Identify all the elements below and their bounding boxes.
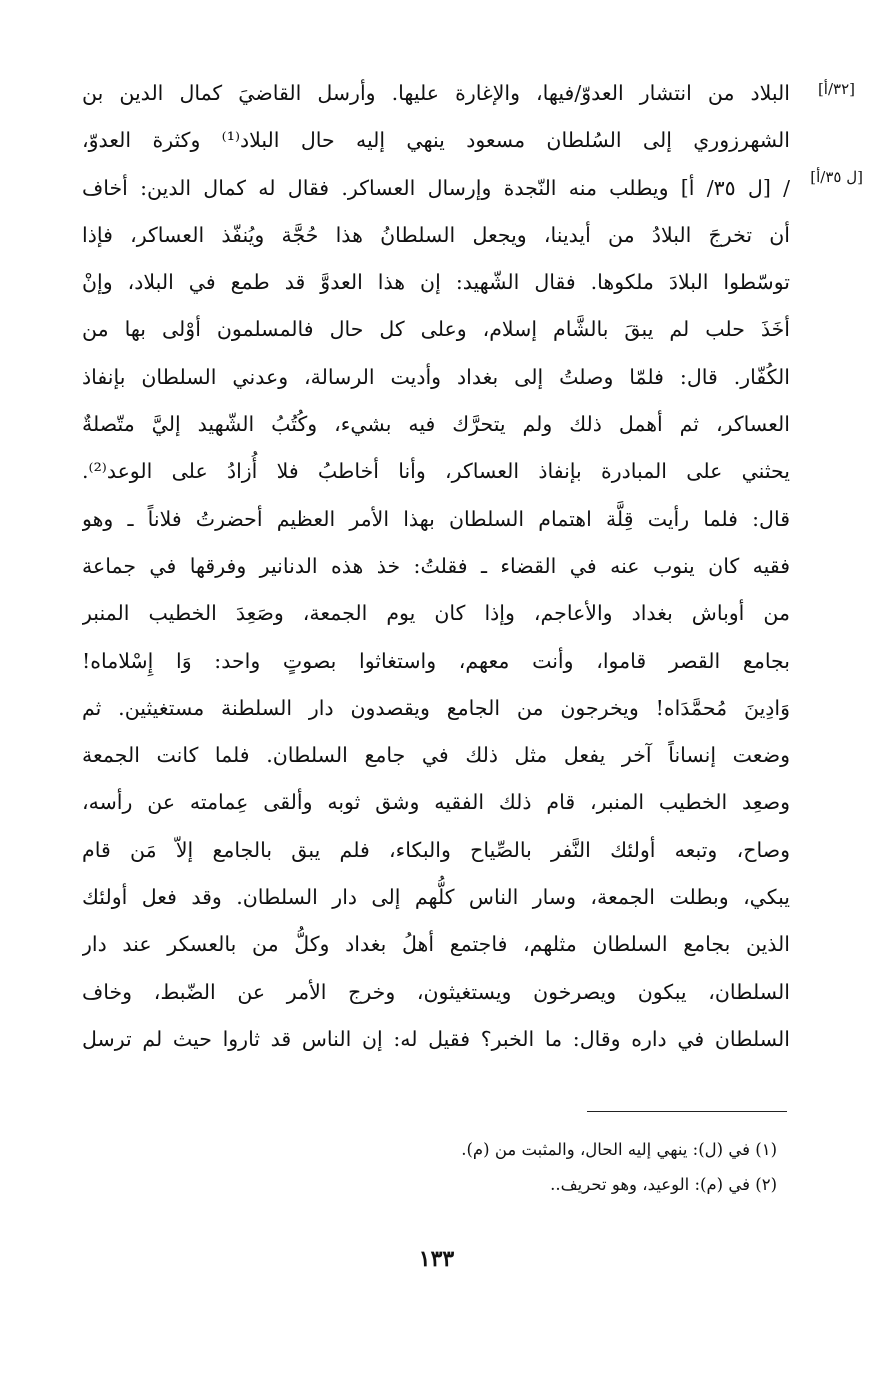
page-number: ١٣٣	[418, 1246, 455, 1272]
text-line: أخَذَ حلب لم يبقَ بالشَّام إسلام، وعلى كل حال فالمسلمون أوْلى بها من	[82, 317, 790, 342]
text-line: وضعت إنساناً آخر يفعل مثل ذلك في جامع السلطان. فلما كانت الجمعة	[82, 743, 790, 768]
text-line: يبكي، وبطلت الجمعة، وسار الناس كلُّهم إلى دار السلطان. وقد فعل أولئك	[82, 885, 790, 910]
footnote-separator	[587, 1111, 787, 1112]
footnotes	[177, 1132, 777, 1202]
text-line: أن تخرجَ البلادُ من أيدينا، ويجعل السلطانُ هذا حُجَّة ويُنفّذ العساكر، فإذا	[82, 222, 790, 247]
text-line: قال: فلما رأيت قِلَّة اهتمام السلطان بهذا الأمر العظيم أحضرتُ فلاناً ـ وهو	[82, 506, 790, 531]
text-line: بجامع القصر قاموا، وأنت معهم، واستغاثوا بصوتٍ واحد: وَا إِسْلاماه!	[82, 648, 790, 673]
text-line: يحثني على المبادرة بإنفاذ العساكر، وأنا أخاطبُ فلا أُزادُ على الوعد⁽²⁾.	[82, 459, 790, 484]
text-line: البلاد من انتشار العدوّ/فيها، والإغارة عليها. وأرسل القاضيَ كمال الدين بن	[82, 81, 790, 105]
text-line: الكُفّار. قال: فلمّا وصلتُ إلى بغداد وأديت الرسالة، وعدني السلطان بإنفاذ	[82, 364, 790, 389]
margin-folio-note: [٣٢/أ]	[817, 80, 855, 98]
body-text	[82, 70, 790, 1063]
text-line: وصاح، وتبعه أولئك النَّفر بالصِّياح والبكاء، فلم يبق بالجامع إلاّ مَن قام	[82, 837, 790, 862]
text-line: الذين بجامع السلطان مثلهم، فاجتمع أهلُ بغداد وكلُّ من بالعسكر عند دار	[82, 932, 790, 957]
text-line: السلطان في داره وقال: ما الخبر؟ فقيل له: إن الناس قد ثاروا حيث لم ترسل	[82, 1026, 790, 1051]
text-line: فقيه كان ينوب عنه في القضاء ـ فقلتُ: خذ هذه الدنانير وفرقها في جماعة	[82, 553, 790, 578]
footnote: (١) في (ل): ينهي إليه الحال، والمثبت من (م).	[461, 1140, 777, 1159]
text-line: وَادِينَ مُحمَّدَاه! ويخرجون من الجامع ويقصدون دار السلطنة مستغيثين. ثم	[82, 695, 790, 720]
text-line: السلطان، يبكون ويصرخون ويستغيثون، وخرج الأمر عن الضّبط، وخاف	[82, 979, 790, 1004]
text-line: توسّطوا البلادَ ملكوها. فقال الشّهيد: إن هذا العدوَّ قد طمع في البلاد، وإنْ	[82, 270, 790, 295]
margin-folio-note: [ل ٣٥/أ]	[810, 168, 863, 186]
text-line: وصعِد الخطيب المنبر، قام ذلك الفقيه وشق ثوبه وألقى عِمامته عن رأسه،	[82, 790, 790, 815]
text-line: / [ل ٣٥/ أ] ويطلب منه النّجدة وإرسال العساكر. فقال له كمال الدين: أخاف	[82, 175, 790, 200]
text-line: العساكر، ثم أهمل ذلك ولم يتحرَّك فيه بشيء، وكُتُبُ الشّهيد إليَّ متّصلةٌ	[82, 412, 790, 437]
text-line: من أوباش بغداد والأعاجم، وإذا كان يوم الجمعة، وصَعِدَ الخطيب المنبر	[82, 601, 790, 626]
text-line: الشهرزوري إلى السُلطان مسعود ينهي إليه حال البلاد⁽¹⁾ وكثرة العدوّ،	[82, 128, 790, 153]
footnote: (٢) في (م): الوعيد، وهو تحريف..	[550, 1175, 777, 1194]
